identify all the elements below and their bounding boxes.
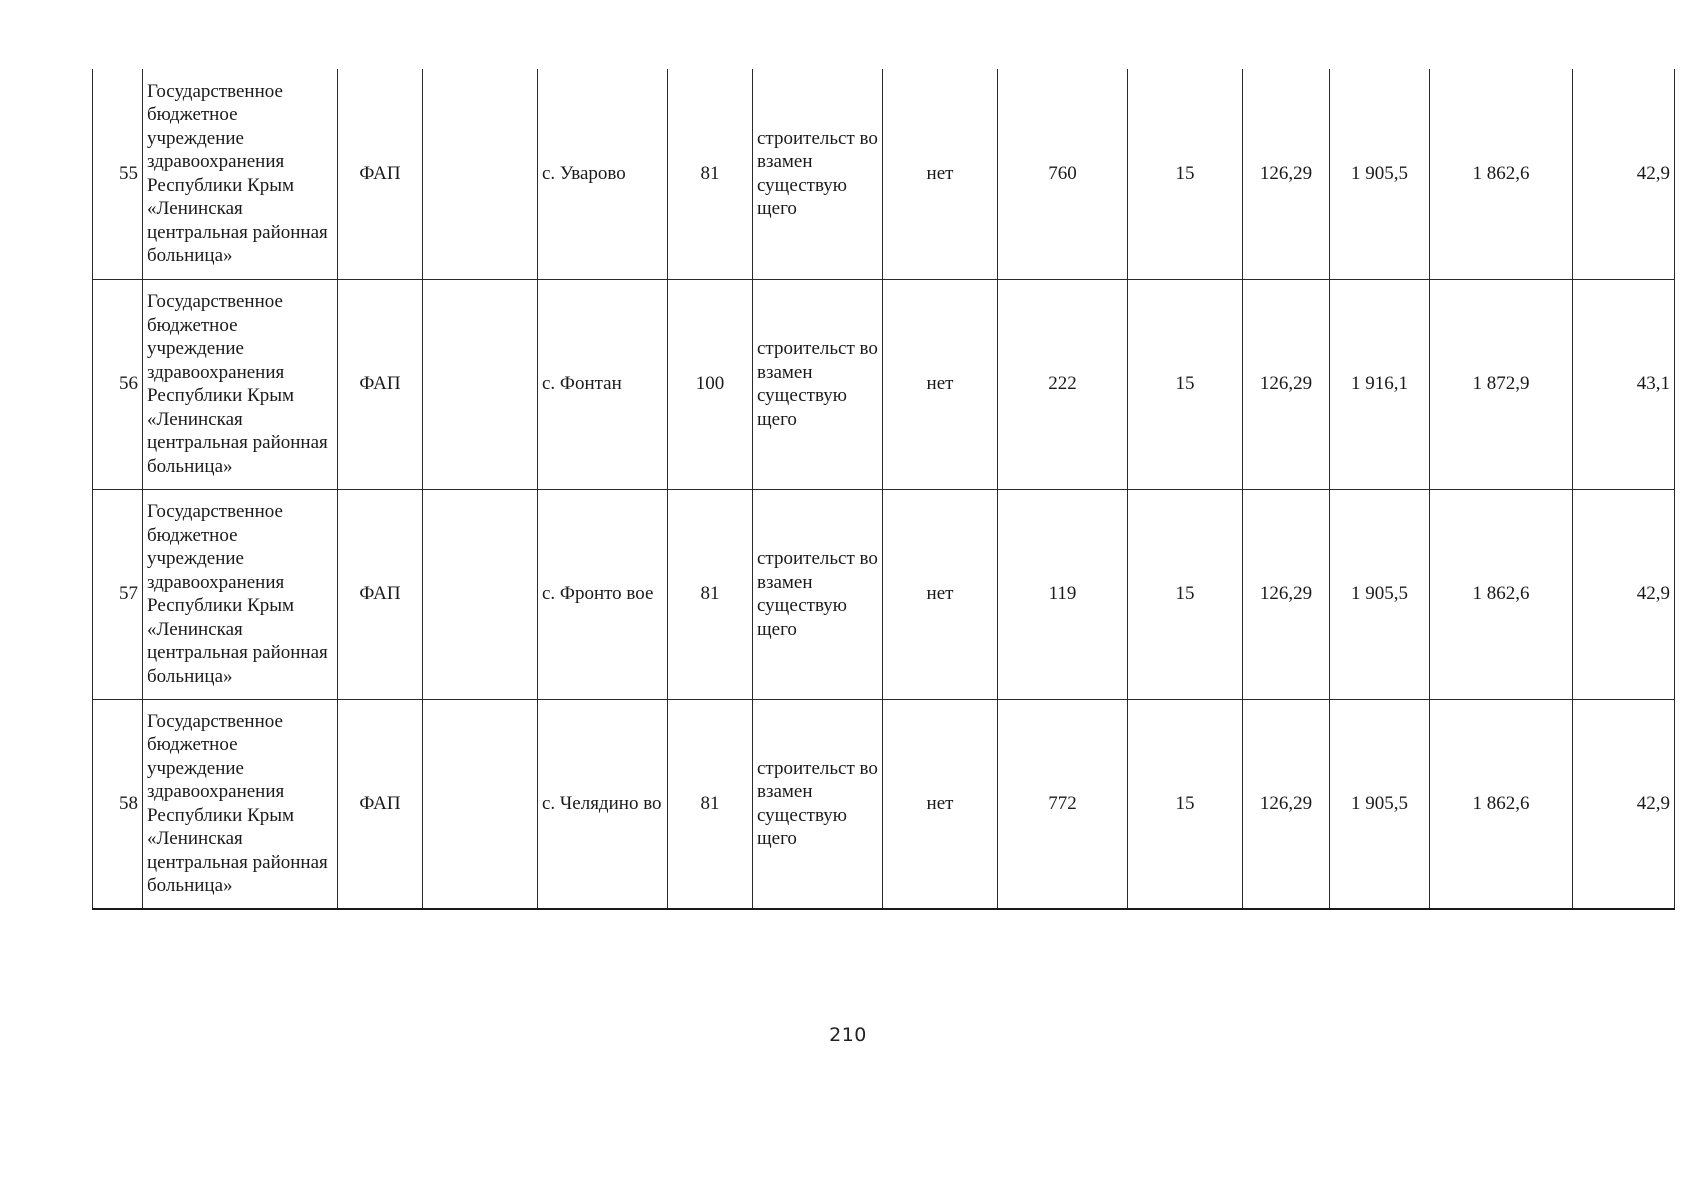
regional-cost-cell: 42,9 [1573, 699, 1675, 909]
facility-type-cell: ФАП [338, 699, 423, 909]
total-cost-cell: 1 905,5 [1330, 699, 1430, 909]
locality-cell: с. Фонтан [538, 279, 668, 489]
population-cell: 81 [668, 489, 753, 699]
regional-cost-cell: 43,1 [1573, 279, 1675, 489]
total-cost-cell: 1 905,5 [1330, 69, 1430, 279]
table-row [93, 279, 1675, 489]
population-cell: 81 [668, 699, 753, 909]
area-cell: 15 [1128, 489, 1243, 699]
row-number: 55 [93, 69, 143, 279]
work-type-cell: строительст во взамен существую щего [753, 489, 883, 699]
area-cell: 15 [1128, 69, 1243, 279]
table-row [93, 489, 1675, 699]
row-number: 56 [93, 279, 143, 489]
regional-cost-cell: 42,9 [1573, 69, 1675, 279]
rate-cell: 126,29 [1243, 489, 1330, 699]
flag-cell: нет [883, 69, 998, 279]
empty-cell [423, 279, 538, 489]
rate-cell: 126,29 [1243, 699, 1330, 909]
locality-cell: с. Фронто вое [538, 489, 668, 699]
flag-cell: нет [883, 279, 998, 489]
total-cost-cell: 1 916,1 [1330, 279, 1430, 489]
empty-cell [423, 699, 538, 909]
total-cost-cell: 1 905,5 [1330, 489, 1430, 699]
work-type-cell: строительст во взамен существую щего [753, 279, 883, 489]
federal-cost-cell: 1 862,6 [1430, 699, 1573, 909]
row-number: 58 [93, 699, 143, 909]
page-number: 210 [829, 1024, 867, 1046]
locality-cell: с. Челядино во [538, 699, 668, 909]
facility-type-cell: ФАП [338, 69, 423, 279]
distance-cell: 760 [998, 69, 1128, 279]
federal-cost-cell: 1 862,6 [1430, 69, 1573, 279]
table-row [93, 69, 1675, 279]
area-cell: 15 [1128, 699, 1243, 909]
work-type-cell: строительст во взамен существую щего [753, 69, 883, 279]
population-cell: 81 [668, 69, 753, 279]
work-type-cell: строительст во взамен существую щего [753, 699, 883, 909]
organization-cell: Государственное бюджетное учреждение здравоохранения Республики Крым «Ленинская центральная районная больница» [143, 699, 338, 909]
regional-cost-cell: 42,9 [1573, 489, 1675, 699]
flag-cell: нет [883, 489, 998, 699]
facility-type-cell: ФАП [338, 279, 423, 489]
distance-cell: 772 [998, 699, 1128, 909]
locality-cell: с. Уварово [538, 69, 668, 279]
rate-cell: 126,29 [1243, 69, 1330, 279]
table-body [93, 69, 1675, 909]
rate-cell: 126,29 [1243, 279, 1330, 489]
federal-cost-cell: 1 872,9 [1430, 279, 1573, 489]
flag-cell: нет [883, 699, 998, 909]
organization-cell: Государственное бюджетное учреждение здравоохранения Республики Крым «Ленинская центральная районная больница» [143, 489, 338, 699]
federal-cost-cell: 1 862,6 [1430, 489, 1573, 699]
facilities-table [92, 69, 1675, 910]
empty-cell [423, 489, 538, 699]
row-number: 57 [93, 489, 143, 699]
empty-cell [423, 69, 538, 279]
facility-type-cell: ФАП [338, 489, 423, 699]
population-cell: 100 [668, 279, 753, 489]
distance-cell: 119 [998, 489, 1128, 699]
area-cell: 15 [1128, 279, 1243, 489]
table-row [93, 699, 1675, 909]
organization-cell: Государственное бюджетное учреждение здравоохранения Республики Крым «Ленинская центральная районная больница» [143, 69, 338, 279]
distance-cell: 222 [998, 279, 1128, 489]
organization-cell: Государственное бюджетное учреждение здравоохранения Республики Крым «Ленинская центральная районная больница» [143, 279, 338, 489]
